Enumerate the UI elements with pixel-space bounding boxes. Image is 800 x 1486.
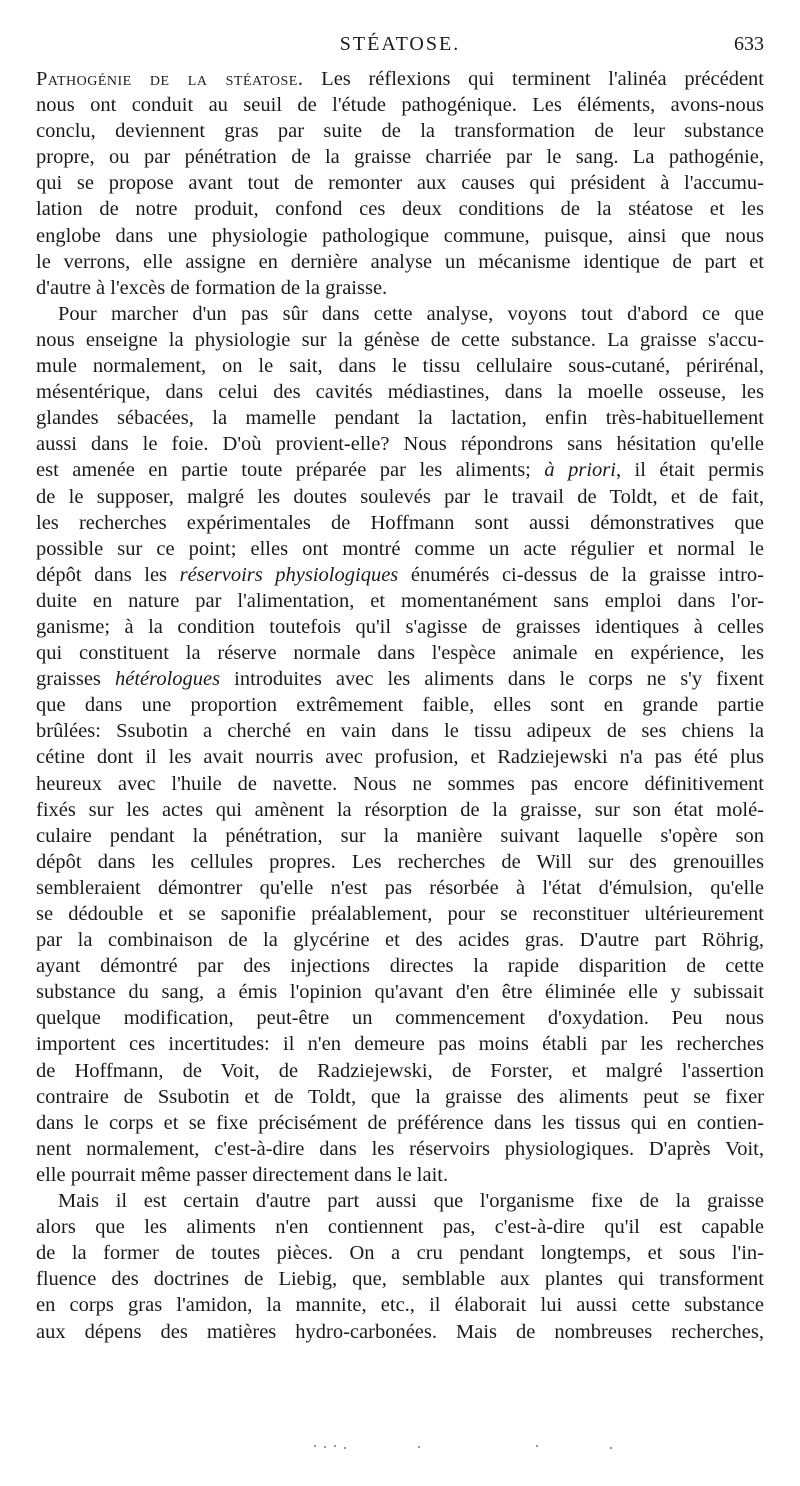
text-line: mésentérique, dans celui des cavités médiastines, dans la moelle osseuse, les bbox=[36, 381, 764, 404]
text-line: qui se propose avant tout de remonter aux causes qui président à l'accumu- bbox=[36, 172, 764, 195]
text-line: fluence des doctrines de Liebig, que, semblable aux plantes qui transforment bbox=[36, 1268, 764, 1291]
text-run: est amenée en partie toute préparée par les aliments; bbox=[36, 459, 545, 482]
speck bbox=[314, 1445, 316, 1447]
text-line: cétine dont il les avait nourris avec profusion, et Radziejewski n'a pas été plus bbox=[36, 746, 764, 769]
text-run: , il était permis bbox=[615, 459, 764, 482]
text-line: dans le corps et se fixe précisément de préférence dans les tissus qui en contien- bbox=[36, 1111, 764, 1134]
text-line: brûlées: Ssubotin a cherché en vain dans le tissu adipeux de ses chiens la bbox=[36, 720, 764, 743]
running-header bbox=[36, 30, 764, 58]
page-number: 633 bbox=[734, 33, 764, 55]
text-line: possible sur ce point; elles ont montré comme un acte régulier et normal le bbox=[36, 537, 764, 560]
speck bbox=[324, 1446, 326, 1448]
text-line: se dédouble et se saponifie préalablement, pour se reconstituer ultérieurement bbox=[36, 903, 764, 925]
text-run: graisses bbox=[36, 668, 115, 691]
text-line: qui constituent la réserve normale dans l'espèce animale en expérience, les bbox=[36, 642, 764, 665]
text-line: Pour marcher d'un pas sûr dans cette analyse, voyons tout d'abord ce que bbox=[58, 302, 764, 325]
text-run: énumérés ci-dessus de la graisse intro- bbox=[398, 563, 764, 586]
section-heading: Pathogénie de la stéatose. bbox=[36, 68, 304, 90]
text-line: lation de notre produit, confond ces deux conditions de la stéatose et les bbox=[36, 198, 764, 221]
text-line: ayant démontré par des injections directes la rapide disparition de cette bbox=[36, 955, 764, 978]
text-line: d'autre à l'excès de formation de la graisse. bbox=[36, 276, 388, 299]
text-line: que dans une proportion extrêmement faible, elles sont en grande partie bbox=[36, 694, 764, 717]
printing-specks bbox=[300, 1443, 620, 1451]
text-line: mule normalement, on le sait, dans le tissu cellulaire sous-cutané, périrénal, bbox=[36, 355, 764, 378]
italic-term: hétérologues bbox=[114, 668, 221, 691]
italic-term: réservoirs physiologiques bbox=[179, 563, 399, 586]
text-line: nous ont conduit au seuil de l'étude pathogénique. Les éléments, avons-nous bbox=[36, 94, 764, 117]
speck bbox=[344, 1447, 346, 1449]
text-line bbox=[36, 666, 764, 692]
text-run: dépôt dans les bbox=[36, 563, 180, 586]
speck bbox=[610, 1447, 612, 1449]
text-line bbox=[36, 562, 764, 588]
running-title: STÉATOSE. bbox=[339, 33, 461, 55]
text-line: propre, ou par pénétration de la graisse charriée par le sang. La pathogénie, bbox=[36, 146, 764, 169]
text-line: elle pourrait même passer directement dans le lait. bbox=[36, 1163, 449, 1186]
body-text bbox=[36, 66, 764, 1345]
speck bbox=[334, 1445, 336, 1447]
text-line: culaire pendant la pénétration, sur la manière suivant laquelle s'opère son bbox=[36, 824, 764, 847]
text-line: en corps gras l'amidon, la mannite, etc., il élaborait lui aussi cette substance bbox=[36, 1294, 764, 1317]
text-line: de le supposer, malgré les doutes soulevés par le travail de Toldt, et de fait, bbox=[36, 485, 764, 508]
text-line: importent ces incertitudes: il n'en demeure pas moins établi par les recherches bbox=[36, 1033, 764, 1056]
text-line bbox=[36, 66, 764, 92]
text-line: substance du sang, a émis l'opinion qu'avant d'en être éliminée elle y subissait bbox=[36, 981, 764, 1004]
text-line: aussi dans le foie. D'où provient-elle? Nous répondrons sans hésitation qu'elle bbox=[36, 433, 764, 456]
text-line: ganisme; à la condition toutefois qu'il s'agisse de graisses identiques à celles bbox=[36, 615, 764, 638]
text-line bbox=[36, 457, 764, 483]
text-run: Les réflexions qui terminent l'alinéa précédent bbox=[303, 68, 764, 90]
text-line: nent normalement, c'est-à-dire dans les réservoirs physiologiques. D'après Voit, bbox=[36, 1137, 764, 1160]
text-line: aux dépens des matières hydro-carbonées. Mais de nombreuses recherches, bbox=[36, 1320, 764, 1343]
text-line: duite en nature par l'alimentation, et momentanément sans emploi dans l'or- bbox=[36, 589, 764, 612]
text-line: sembleraient démontrer qu'elle n'est pas résorbée à l'état d'émulsion, qu'elle bbox=[36, 876, 764, 899]
text-run: introduites avec les aliments dans le corps ne s'y fixent bbox=[220, 668, 765, 691]
speck bbox=[536, 1445, 538, 1447]
text-line: glandes sébacées, la mamelle pendant la lactation, enfin très-habituellement bbox=[36, 407, 764, 430]
text-line: englobe dans une physiologie pathologique commune, puisque, ainsi que nous bbox=[36, 224, 764, 247]
text-line: de Hoffmann, de Voit, de Radziejewski, de Forster, et malgré l'assertion bbox=[36, 1059, 764, 1082]
text-line: heureux avec l'huile de navette. Nous ne sommes pas encore définitivement bbox=[36, 772, 764, 795]
text-line: par la combinaison de la glycérine et des acides gras. D'autre part Röhrig, bbox=[36, 929, 764, 952]
text-line: nous enseigne la physiologie sur la génèse de cette substance. La graisse s'accu- bbox=[36, 328, 764, 351]
text-line: le verrons, elle assigne en dernière analyse un mécanisme identique de part et bbox=[36, 250, 764, 273]
text-line: conclu, deviennent gras par suite de la transformation de leur substance bbox=[36, 120, 764, 143]
speck bbox=[418, 1446, 420, 1448]
text-line: les recherches expérimentales de Hoffmann sont aussi démonstratives que bbox=[36, 511, 764, 534]
text-line: fixés sur les actes qui amènent la résorption de la graisse, sur son état molé- bbox=[36, 798, 764, 821]
text-line: de la former de toutes pièces. On a cru pendant longtemps, et sous l'in- bbox=[36, 1242, 764, 1265]
text-line: contraire de Ssubotin et de Toldt, que la graisse des aliments peut se fixer bbox=[36, 1085, 764, 1108]
text-line: dépôt dans les cellules propres. Les recherches de Will sur des grenouilles bbox=[36, 850, 764, 873]
text-line: alors que les aliments n'en contiennent pas, c'est-à-dire qu'il est capable bbox=[36, 1216, 764, 1239]
italic-term: à priori bbox=[544, 459, 616, 482]
text-line: quelque modification, peut-être un commencement d'oxydation. Peu nous bbox=[36, 1007, 764, 1030]
text-line: Mais il est certain d'autre part aussi que l'organisme fixe de la graisse bbox=[58, 1190, 764, 1213]
